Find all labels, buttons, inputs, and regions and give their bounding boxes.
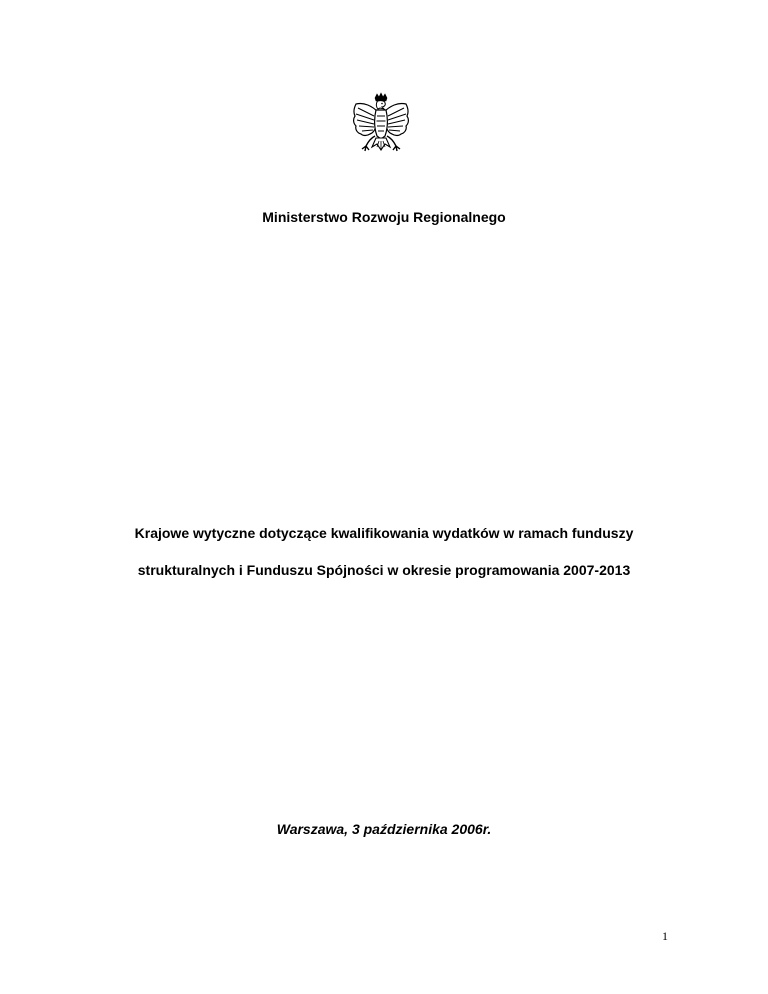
ministry-name: Ministerstwo Rozwoju Regionalnego — [262, 209, 506, 225]
place-and-date: Warszawa, 3 października 2006r. — [276, 821, 492, 837]
document-title-line-2: strukturalnych i Funduszu Spójności w okresie programowania 2007-2013 — [137, 562, 631, 578]
document-title-line-1: Krajowe wytyczne dotyczące kwalifikowania wydatków w ramach funduszy — [134, 525, 634, 541]
polish-eagle-emblem-icon — [346, 92, 416, 162]
document-title — [0, 515, 768, 589]
page-number: 1 — [662, 929, 668, 943]
